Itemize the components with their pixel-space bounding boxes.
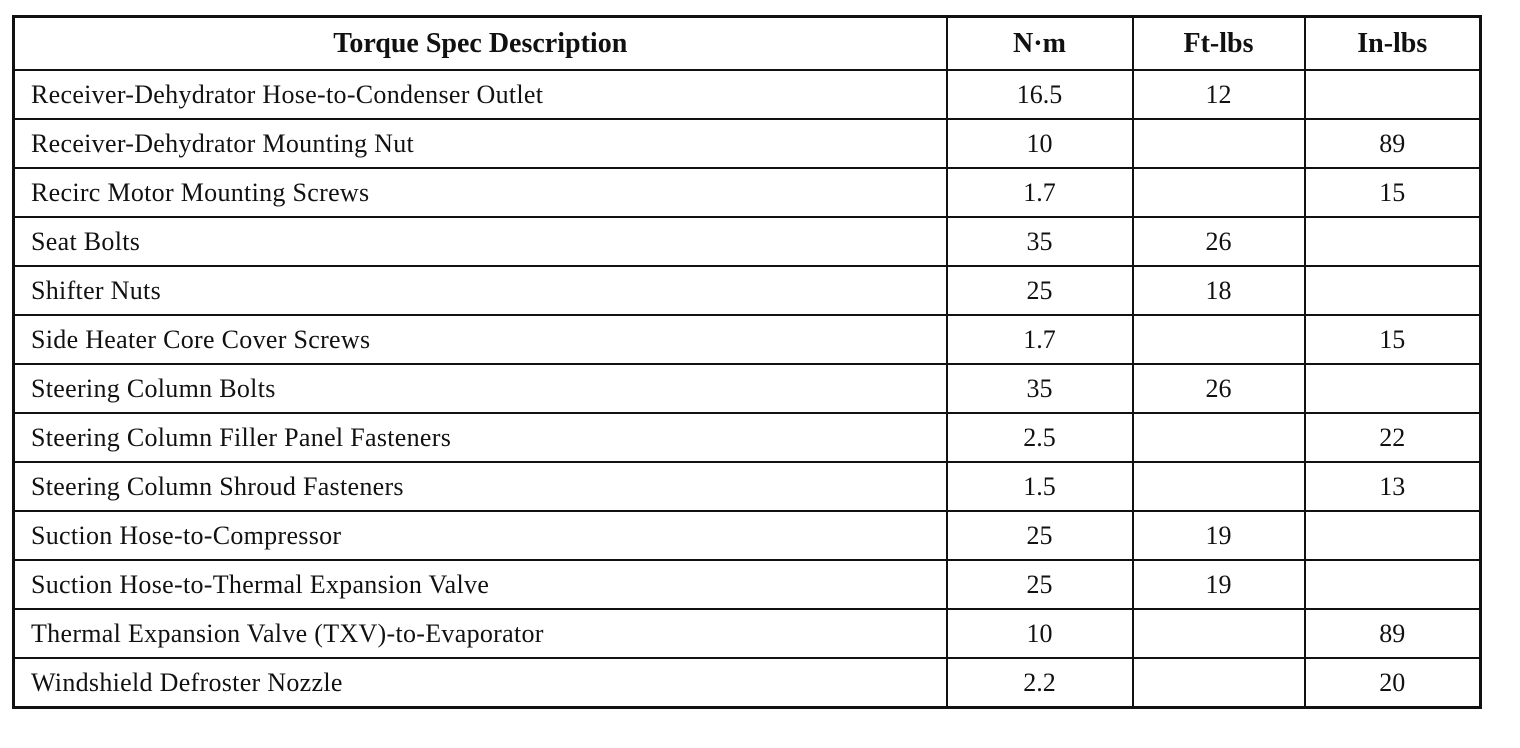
header-ftlbs: Ft-lbs (1133, 17, 1305, 71)
cell-description: Shifter Nuts (14, 266, 947, 315)
cell-inlbs (1305, 511, 1481, 560)
cell-ftlbs: 18 (1133, 266, 1305, 315)
cell-inlbs (1305, 70, 1481, 119)
cell-inlbs (1305, 266, 1481, 315)
cell-ftlbs (1133, 168, 1305, 217)
header-description: Torque Spec Description (14, 17, 947, 71)
table-row (14, 462, 1481, 511)
cell-nm: 1.7 (947, 168, 1133, 217)
cell-inlbs: 20 (1305, 658, 1481, 708)
cell-nm: 35 (947, 217, 1133, 266)
table-row (14, 364, 1481, 413)
cell-inlbs: 13 (1305, 462, 1481, 511)
cell-description: Receiver-Dehydrator Hose-to-Condenser Outlet (14, 70, 947, 119)
cell-ftlbs (1133, 119, 1305, 168)
cell-ftlbs: 19 (1133, 560, 1305, 609)
cell-description: Receiver-Dehydrator Mounting Nut (14, 119, 947, 168)
table-row (14, 413, 1481, 462)
torque-spec-table (12, 15, 1482, 709)
cell-nm: 1.7 (947, 315, 1133, 364)
table-row (14, 168, 1481, 217)
cell-nm: 10 (947, 119, 1133, 168)
table-row (14, 217, 1481, 266)
table-row (14, 266, 1481, 315)
table-row (14, 658, 1481, 708)
cell-description: Thermal Expansion Valve (TXV)-to-Evaporator (14, 609, 947, 658)
cell-inlbs: 22 (1305, 413, 1481, 462)
cell-description: Steering Column Bolts (14, 364, 947, 413)
header-nm: N·m (947, 17, 1133, 71)
table-row (14, 560, 1481, 609)
table-row (14, 70, 1481, 119)
cell-description: Steering Column Filler Panel Fasteners (14, 413, 947, 462)
cell-nm: 25 (947, 266, 1133, 315)
cell-description: Windshield Defroster Nozzle (14, 658, 947, 708)
table-row (14, 609, 1481, 658)
cell-ftlbs (1133, 658, 1305, 708)
cell-description: Steering Column Shroud Fasteners (14, 462, 947, 511)
cell-inlbs (1305, 217, 1481, 266)
cell-inlbs: 89 (1305, 609, 1481, 658)
cell-nm: 16.5 (947, 70, 1133, 119)
cell-inlbs (1305, 364, 1481, 413)
table-body (14, 70, 1481, 708)
cell-inlbs: 15 (1305, 168, 1481, 217)
cell-description: Recirc Motor Mounting Screws (14, 168, 947, 217)
table-row (14, 119, 1481, 168)
cell-nm: 25 (947, 560, 1133, 609)
cell-description: Suction Hose-to-Compressor (14, 511, 947, 560)
cell-description: Suction Hose-to-Thermal Expansion Valve (14, 560, 947, 609)
cell-description: Seat Bolts (14, 217, 947, 266)
cell-ftlbs (1133, 413, 1305, 462)
cell-ftlbs: 12 (1133, 70, 1305, 119)
cell-ftlbs (1133, 609, 1305, 658)
cell-ftlbs: 26 (1133, 364, 1305, 413)
cell-inlbs: 15 (1305, 315, 1481, 364)
cell-nm: 35 (947, 364, 1133, 413)
table-row (14, 315, 1481, 364)
cell-ftlbs: 19 (1133, 511, 1305, 560)
cell-ftlbs: 26 (1133, 217, 1305, 266)
cell-nm: 2.5 (947, 413, 1133, 462)
cell-description: Side Heater Core Cover Screws (14, 315, 947, 364)
cell-ftlbs (1133, 315, 1305, 364)
table-row (14, 511, 1481, 560)
cell-inlbs: 89 (1305, 119, 1481, 168)
header-inlbs: In-lbs (1305, 17, 1481, 71)
cell-nm: 25 (947, 511, 1133, 560)
cell-nm: 1.5 (947, 462, 1133, 511)
header-row (14, 17, 1481, 71)
cell-nm: 2.2 (947, 658, 1133, 708)
table-header (14, 17, 1481, 71)
cell-nm: 10 (947, 609, 1133, 658)
cell-inlbs (1305, 560, 1481, 609)
cell-ftlbs (1133, 462, 1305, 511)
